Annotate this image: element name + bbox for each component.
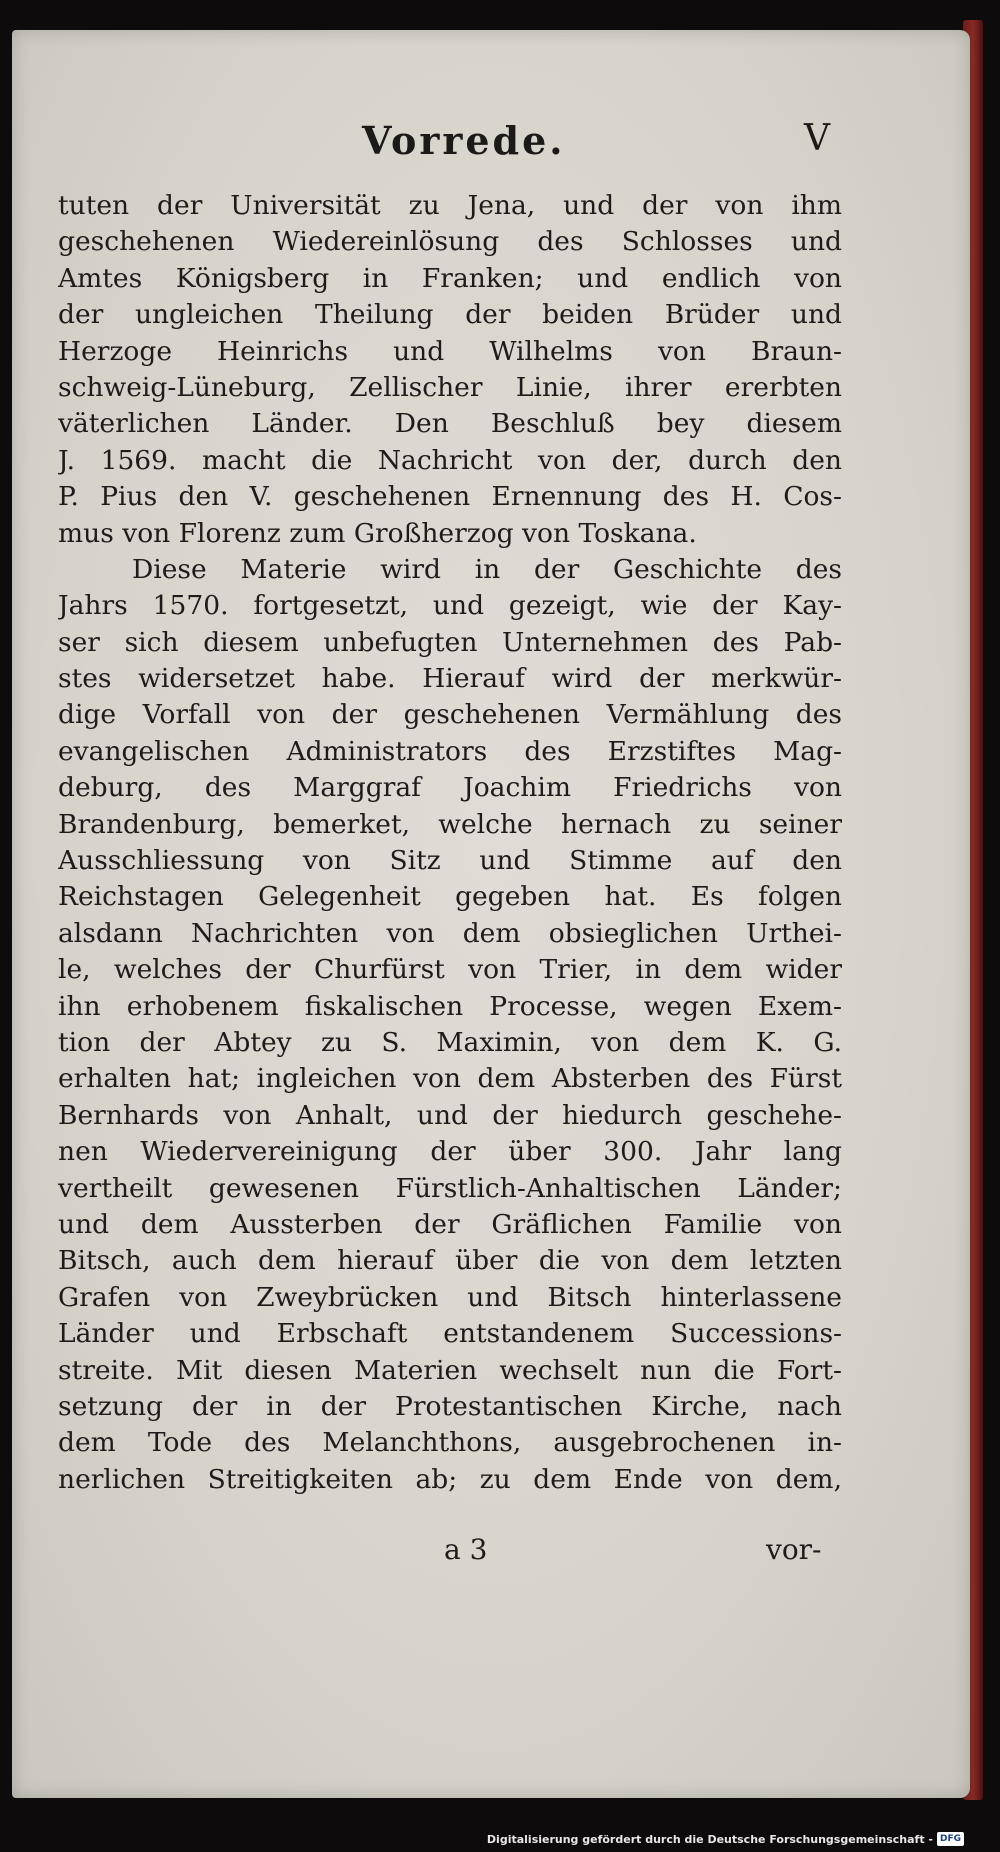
text-line: stes widersetzet habe. Hierauf wird der merkwür- <box>58 663 842 695</box>
text-line: geschehenen Wiedereinlösung des Schlosses und <box>58 226 842 258</box>
text-line: Grafen von Zweybrücken und Bitsch hinterlassene <box>58 1281 842 1313</box>
text-line: le, welches der Churfürst von Trier, in dem wider <box>58 954 842 986</box>
catchword: vor- <box>766 1533 822 1566</box>
text-line: Bernhards von Anhalt, und der hiedurch geschehe- <box>58 1099 842 1131</box>
signature-mark: a 3 <box>444 1533 488 1566</box>
text-line: Länder und Erbschaft entstandenem Successions- <box>58 1318 842 1350</box>
text-line: nerlichen Streitigkeiten ab; zu dem Ende von dem, <box>58 1463 842 1495</box>
text-line: tuten der Universität zu Jena, und der von ihm <box>58 190 842 221</box>
text-line: setzung der in der Protestantischen Kirche, nach <box>58 1390 842 1422</box>
text-line: Bitsch, auch dem hierauf über die von dem letzten <box>58 1245 842 1277</box>
page-number: V <box>804 118 830 159</box>
page-header <box>12 118 970 178</box>
text-line: deburg, des Marggraf Joachim Friedrichs von <box>58 772 842 804</box>
text-line: väterlichen Länder. Den Beschluß bey diesem <box>58 408 842 440</box>
digitization-credit <box>487 1832 964 1846</box>
text-line: tion der Abtey zu S. Maximin, von dem K. G. <box>58 1026 842 1058</box>
text-line: erhalten hat; ingleichen von dem Absterben des Fürst <box>58 1063 842 1095</box>
text-line: und dem Aussterben der Gräflichen Familie von <box>58 1208 842 1240</box>
text-line: streite. Mit diesen Materien wechselt nun die Fort- <box>58 1354 842 1386</box>
text-line: ser sich diesem unbefugten Unternehmen des Pab- <box>58 626 842 658</box>
text-line: Diese Materie wird in der Geschichte des <box>132 553 842 585</box>
text-line: ihn erhobenem fiskalischen Processe, wegen Exem- <box>58 990 842 1022</box>
text-line: Brandenburg, bemerket, welche hernach zu seiner <box>58 808 842 840</box>
text-line: dige Vorfall von der geschehenen Vermählung des <box>58 699 842 731</box>
running-head: Vorrede. <box>362 118 566 163</box>
text-line: nen Wiedervereinigung der über 300. Jahr lang <box>58 1136 842 1168</box>
text-line: Herzoge Heinrichs und Wilhelms von Braun- <box>58 335 842 367</box>
text-line: P. Pius den V. geschehenen Ernennung des H. Cos- <box>58 481 842 513</box>
text-line: Amtes Königsberg in Franken; und endlich von <box>58 262 842 294</box>
text-line: evangelischen Administrators des Erzstiftes Mag- <box>58 735 842 767</box>
text-line: alsdann Nachrichten von dem obsieglichen Urthei- <box>58 917 842 949</box>
credit-text: Digitalisierung gefördert durch die Deutsche Forschungsgemeinschaft - <box>486 1832 933 1846</box>
text-line: Jahrs 1570. fortgesetzt, und gezeigt, wie der Kay- <box>58 590 842 622</box>
text-line: der ungleichen Theilung der beiden Brüder und <box>58 299 842 331</box>
text-line: dem Tode des Melanchthons, ausgebrochenen in- <box>58 1427 842 1459</box>
dfg-logo-icon: DFG <box>937 1832 964 1846</box>
book-page <box>12 30 970 1798</box>
text-line: schweig-Lüneburg, Zellischer Linie, ihrer ererbten <box>58 371 842 403</box>
body-text <box>58 188 842 1498</box>
text-line: vertheilt gewesenen Fürstlich-Anhaltischen Länder; <box>58 1172 842 1204</box>
text-line: J. 1569. macht die Nachricht von der, durch den <box>58 444 842 476</box>
text-line: Ausschliessung von Sitz und Stimme auf den <box>58 845 842 877</box>
text-line: mus von Florenz zum Großherzog von Toskana. <box>58 517 697 549</box>
text-line: Reichstagen Gelegenheit gegeben hat. Es folgen <box>58 881 842 913</box>
page-footer <box>12 1533 970 1579</box>
